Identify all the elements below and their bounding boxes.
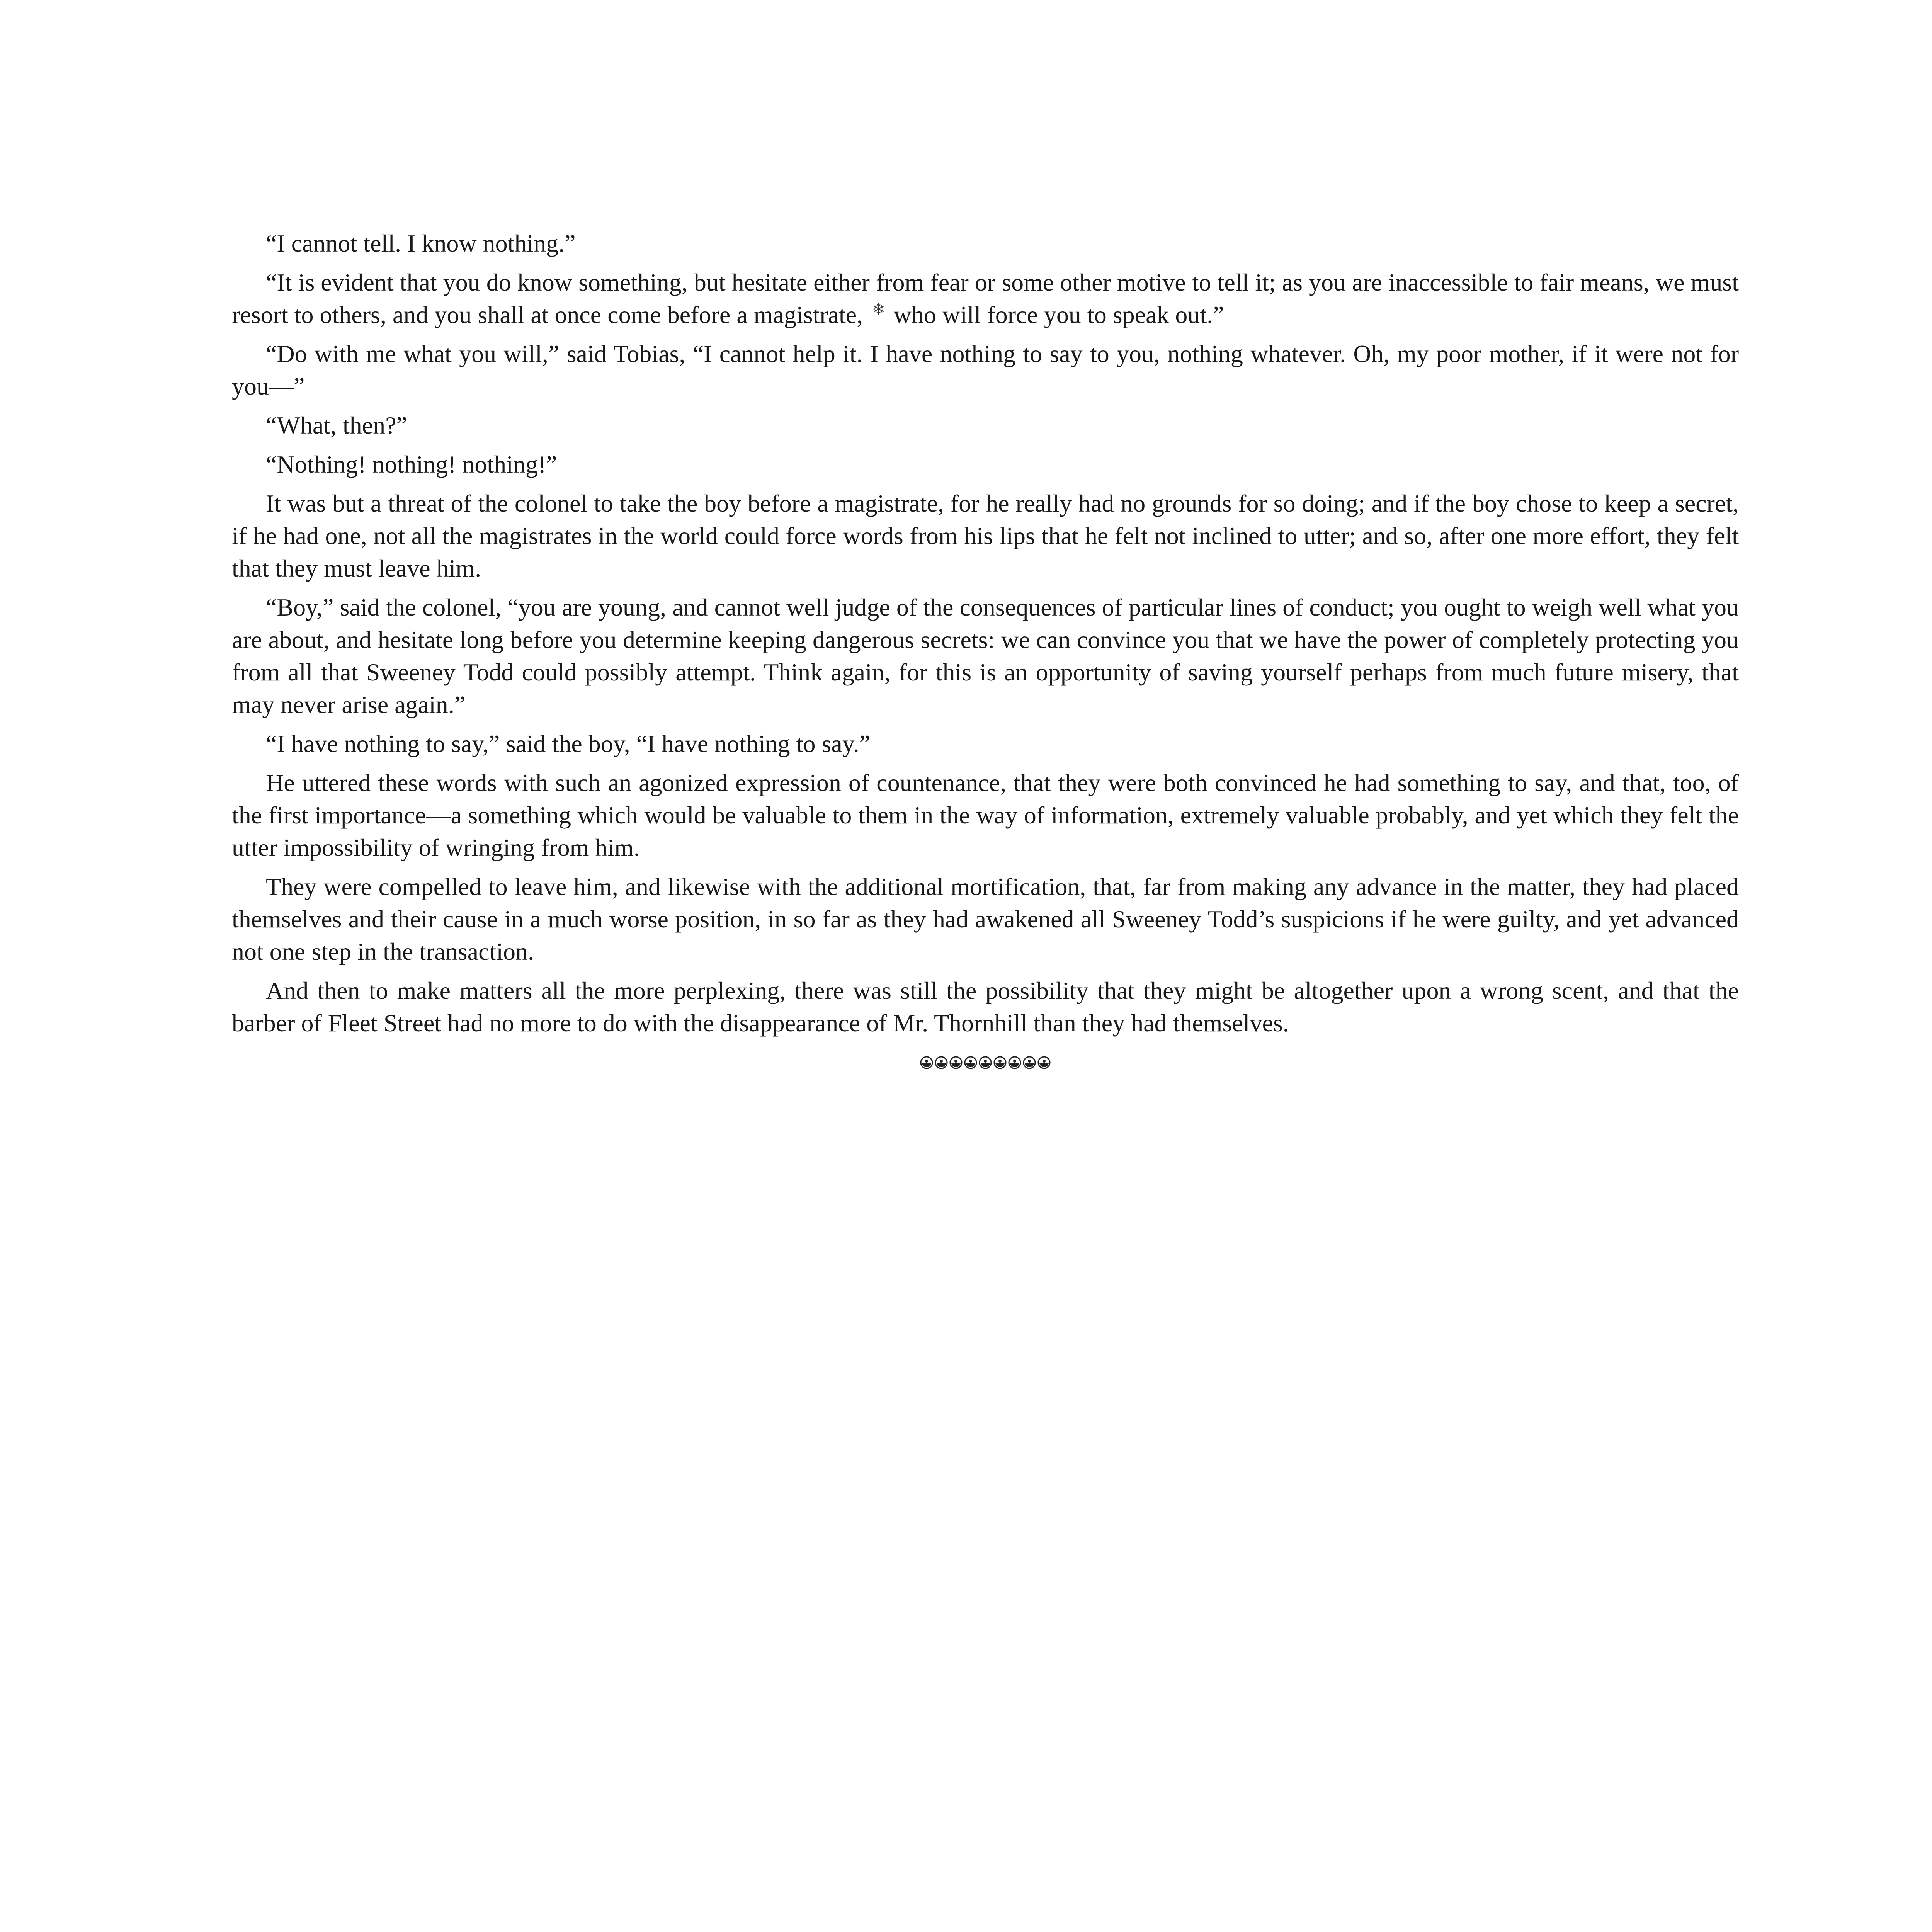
paragraph: “I cannot tell. I know nothing.” [266,230,576,257]
ornament-dot-icon [965,1057,976,1068]
paragraph: They were compelled to leave him, and likewise with the additional mortification, that, far from making any advance in the matter, they had placed themselves and their cause in a much worse position, in so far as they had awakened all Sweeney Todd’s suspicions if he were guilty, and yet advanced not one step in the transaction. [232,873,1739,965]
paragraph-text-before-note: “It is evident that you do know something, but hesitate either from fear or some other motive to tell it; as you are inaccessible to fair means, we must resort to others, and you shall at once come before a magistrate, [232,269,1739,328]
ornament-dot-icon [994,1057,1006,1068]
ornament-dot-icon [935,1057,947,1068]
paragraph: “Do with me what you will,” said Tobias, “I cannot help it. I have nothing to say to you, nothing whatever. Oh, my poor mother, if it were not for you—” [232,340,1739,400]
paragraph: He uttered these words with such an agonized expression of countenance, that they were both convinced he had something to say, and that, too, of the first importance—a something which would be valuable to them in the way of information, extremely valuable probably, and yet which they felt the utter impossibility of wringing from him. [232,769,1739,861]
paragraph: “What, then?” [266,412,407,439]
ornament-dot-icon [980,1057,991,1068]
paragraph-with-note [232,266,1739,331]
paragraph-text-after-note: who will force you to speak out.” [893,301,1224,328]
ornament-dot-icon [950,1057,962,1068]
footnote-snowflake-icon[interactable]: ❄ [872,301,885,318]
ornament-dot-icon [1009,1057,1020,1068]
ornament-dot-icon [1024,1057,1035,1068]
page-text [232,227,1739,1069]
paragraph: It was but a threat of the colonel to take the boy before a magistrate, for he really had no grounds for so doing; and if the boy chose to keep a secret, if he had one, not all the magistrates in the world could force words from his lips that he felt not inclined to utter; and so, after one more effort, they felt that they must leave him. [232,490,1739,582]
ornament-dot-icon [1038,1057,1050,1068]
paragraph: “I have nothing to say,” said the boy, “I have nothing to say.” [266,730,870,757]
ornament-row [916,1055,1055,1070]
ornament-dot-icon [921,1057,932,1068]
paragraph: “Boy,” said the colonel, “you are young, and cannot well judge of the consequences of particular lines of conduct; you ought to weigh well what you are about, and hesitate long before you determine keeping dangerous secrets: we can convince you that we have the power of completely protecting you from all that Sweeney Todd could possibly attempt. Think again, for this is an opportunity of saving yourself perhaps from much future misery, that may never arise again.” [232,594,1739,718]
scene-break-ornament-icon [232,1046,1739,1069]
paragraph: “Nothing! nothing! nothing!” [266,451,557,478]
paragraph: And then to make matters all the more perplexing, there was still the possibility that they might be altogether upon a wrong scent, and that the barber of Fleet Street had no more to do with the disappearance of Mr. Thornhill than they had themselves. [232,977,1739,1037]
